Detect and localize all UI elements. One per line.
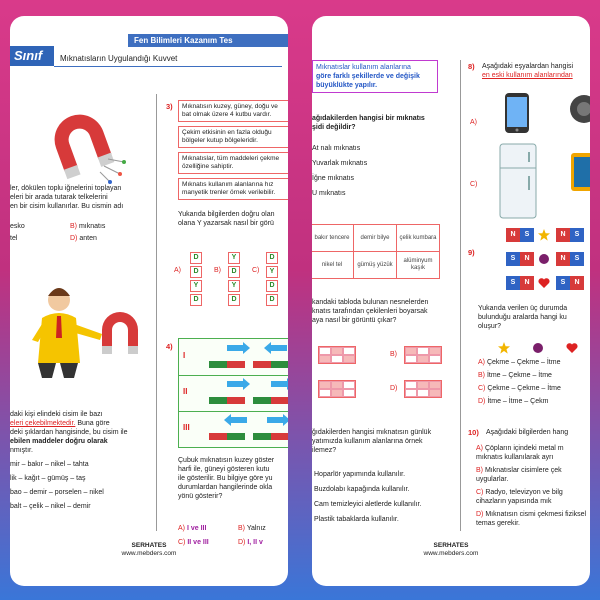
magnet-pair-3b: S N	[556, 276, 584, 290]
q3-option-a-label[interactable]: A)	[174, 267, 181, 274]
q8-number: 8)	[468, 62, 475, 71]
q8-option-c-label[interactable]: C)	[470, 181, 478, 188]
magnet-type-option-c[interactable]: İğne mıknatıs	[312, 175, 355, 182]
bar-magnet	[209, 433, 245, 440]
magnet-pair-2b: N S	[556, 252, 584, 266]
q3-option-a[interactable]: D D Y D	[190, 252, 202, 306]
plum-icon	[538, 253, 550, 265]
q3-statement-3: Mıknatıslar, tüm maddeleri çekme özelliğine sahiptir.	[178, 152, 288, 174]
magnet-type-prompt: ağıdakilerden hangisi bir mıknatıs şidi değildir?	[312, 115, 425, 131]
q2-option-b[interactable]: lik – kağıt – gümüş – taş	[10, 475, 86, 482]
objects-table	[312, 224, 440, 279]
q4-magnet-grid: I II III	[178, 338, 288, 448]
daily-use-option-b[interactable]: Buzdolabı kapağında kullanılır.	[314, 486, 410, 493]
q9-options	[478, 358, 590, 406]
q3-option-b[interactable]: Y D Y D	[228, 252, 240, 306]
q9-option-d[interactable]: D) İtme – İtme – Çekm	[478, 398, 549, 405]
q1-option-c[interactable]: tel	[10, 235, 18, 242]
table-cell: demir bilye	[354, 225, 397, 252]
bar-magnet	[209, 397, 245, 404]
magnet-type-option-d[interactable]: U mıknatıs	[312, 190, 346, 197]
table-option-d-label[interactable]: D)	[390, 385, 398, 392]
bar-magnet	[253, 397, 288, 404]
magnet-pair-3: S N	[506, 276, 534, 290]
q2-text: daki kişi elindeki cisim ile bazı eleri çekebilmektedir. Buna göre deki şıklardan hangisinde, bu cisim ile ebilen maddeler doğru olarak nmıştır.	[10, 411, 128, 454]
magnet-pair-2: S N	[506, 252, 534, 266]
q4-option-a[interactable]: A) I ve III	[178, 525, 207, 532]
table-cell: gümüş yüzük	[354, 252, 397, 279]
table-cell: nikel tel	[312, 252, 354, 279]
arrow-right-icon	[271, 381, 287, 387]
heart-icon	[538, 277, 550, 289]
q4-text: Çubuk mıknatısın kuzey göster harfi ile, güneyi gösteren kutu ile gösterilir. Bu bilgiye göre yu durumlardan hangilerinde okla yönü gösterir?	[178, 457, 275, 500]
q3-option-b-label[interactable]: B)	[214, 267, 221, 274]
q3-prompt: Yukarıda bilgilerden doğru olan olana Y yazarsak nasıl bir görü	[178, 211, 275, 227]
bar-magnet	[253, 433, 288, 440]
daily-use-prompt: ğıdakilerden hangisi mıknatısın günlük yatımızda kullanım alanlarına örnek ilemez?	[312, 429, 432, 454]
q2-option-c[interactable]: bao – demir – porselen – nikel	[10, 489, 104, 496]
tablet-icon[interactable]	[570, 152, 590, 192]
q10-text: Aşağıdaki bilgilerden hang	[486, 429, 569, 436]
speaker-icon[interactable]	[568, 94, 590, 124]
q8-option-a-label[interactable]: A)	[470, 119, 477, 126]
refrigerator-icon[interactable]	[498, 142, 538, 220]
table-prompt: kandaki tabloda bulunan nesnelerden knatıs tarafından çekilenleri boyarsak aya nasıl bir görüntü çıkar?	[312, 299, 429, 324]
worksheet-page-right	[312, 16, 590, 586]
q10-number: 10)	[468, 428, 479, 437]
grade-logo: Sınıf	[10, 46, 54, 66]
q3-statement-1: Mıknatısın kuzey, güney, doğu ve bat olmak üzere 4 kutbu vardır.	[178, 100, 288, 122]
q1-option-d[interactable]: D) anten	[70, 235, 97, 242]
table-option-a[interactable]	[318, 346, 356, 364]
table-option-b-label[interactable]: B)	[390, 351, 397, 358]
arrow-right-icon	[227, 381, 243, 387]
magnet-type-options	[312, 144, 452, 198]
arrow-left-icon	[271, 345, 287, 351]
q2-option-d[interactable]: balt – çelik – nikel – demir	[10, 503, 91, 510]
horseshoe-magnet-icon	[38, 104, 128, 184]
q2-option-a[interactable]: mir – bakır – nikel – tahta	[10, 461, 89, 468]
star-icon	[498, 342, 510, 354]
q9-number: 9)	[468, 248, 475, 257]
q1-text: ler, dökülen toplu iğnelerini toplayan eleri bir arada tutarak telkelerini en bir cisim kullanırlar. Bu cismin adı	[10, 185, 124, 210]
plum-icon	[532, 342, 544, 354]
man-with-magnet-icon	[24, 278, 144, 378]
test-banner: Fen Bilimleri Kazanım Tes	[128, 34, 288, 47]
table-option-d[interactable]	[404, 380, 442, 398]
page-footer: SERHATES www.mebders.com	[423, 542, 479, 557]
page-footer: SERHATES www.mebders.com	[121, 542, 177, 557]
daily-use-options	[314, 470, 454, 524]
q9-option-a[interactable]: A) Çekme – Çekme – İtme	[478, 359, 561, 366]
q3-statement-4: Mıknatıs kullanım alanlarına hız manyetik trenler örnek verilebilir.	[178, 178, 288, 200]
q10-option-c[interactable]: C) Radyo, televizyon ve bilg cihazların yapısında mık	[476, 489, 563, 505]
q4-number: 4)	[166, 342, 173, 351]
table-option-b[interactable]	[404, 346, 442, 364]
daily-use-option-d[interactable]: Plastik tabaklarda kullanılır.	[314, 516, 399, 523]
daily-use-option-c[interactable]: Cam temizleyici aletlerde kullanılır.	[314, 501, 422, 508]
arrow-left-icon	[231, 417, 247, 423]
bar-magnet	[209, 361, 245, 368]
q3-number: 3)	[166, 102, 173, 111]
q4-option-c[interactable]: C) II ve III	[178, 539, 209, 546]
q3-option-c-label[interactable]: C)	[252, 267, 260, 274]
q9-option-b[interactable]: B) İtme – Çekme – İtme	[478, 372, 552, 379]
magnet-type-option-a[interactable]: At nalı mıknatıs	[312, 145, 361, 152]
column-divider	[460, 60, 461, 531]
heart-icon	[566, 342, 578, 354]
q1-option-b[interactable]: B) mıknatıs	[70, 223, 106, 230]
q9-option-c[interactable]: C) Çekme – Çekme – İtme	[478, 385, 561, 392]
q8-text: Aşağıdaki eşyalardan hangisi en eski kullanım alanlarından	[482, 63, 574, 79]
q4-option-b[interactable]: B) Yalnız	[238, 525, 266, 532]
q9-prompt: Yukarıda verilen üç durumda bulunduğu aralarda hangi ku oluşur?	[478, 305, 568, 330]
phone-icon[interactable]	[504, 92, 530, 134]
magnet-pair-1b: N S	[556, 228, 584, 242]
bar-magnet	[253, 361, 288, 368]
column-divider	[156, 94, 157, 531]
q10-option-b[interactable]: B) Mıknatıslar cisimlere çek uygularlar.	[476, 467, 562, 483]
arrow-right-icon	[267, 417, 283, 423]
magnet-pair-1: N S	[506, 228, 534, 242]
table-cell: alüminyum kaşık	[397, 252, 440, 279]
worksheet-page-left	[10, 16, 288, 586]
info-box: Mıknatıslar kullanım alanlarına göre farklı şekillerde ve değişik büyüklükte yapılır.	[312, 60, 438, 93]
arrow-right-icon	[227, 345, 243, 351]
star-icon	[538, 229, 550, 241]
q3-option-c[interactable]: D Y D D	[266, 252, 278, 306]
q10-option-d[interactable]: D) Mıknatısın cismi çekmesi fiziksel temas gerekir.	[476, 511, 587, 527]
magnet-type-option-b[interactable]: Yuvarlak mıknatıs	[312, 160, 368, 167]
q1-option-a[interactable]: esko	[10, 223, 25, 230]
q10-option-a[interactable]: A) Çöpların içindeki metal m mıknatıs kullanılarak ayrı	[476, 445, 564, 461]
table-cell: bakır tencere	[312, 225, 354, 252]
table-option-c[interactable]	[318, 380, 356, 398]
daily-use-option-a[interactable]: Hoparlör yapımında kullanılır.	[314, 471, 406, 478]
header-divider	[54, 66, 282, 67]
q3-statement-2: Çekim etkisinin en fazla olduğu bölgeler kutup bölgeleridir.	[178, 126, 288, 148]
q4-option-d[interactable]: D) I, II v	[238, 539, 263, 546]
q2-options	[10, 460, 150, 511]
table-cell: çelik kumbara	[397, 225, 440, 252]
q10-options	[476, 444, 590, 528]
topic-title: Mıknatısların Uygulandığı Kuvvet	[60, 54, 178, 63]
